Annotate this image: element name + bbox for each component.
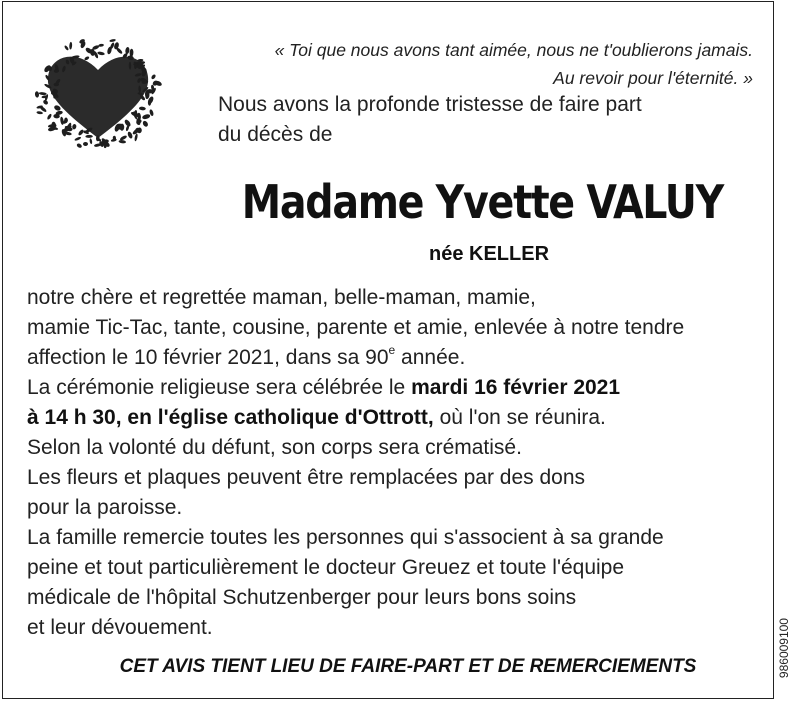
intro-line-2: du décès de (218, 123, 333, 146)
body-line (27, 373, 747, 403)
leaf-mark (76, 143, 83, 149)
intro-text (218, 90, 642, 150)
leaf-mark (139, 106, 146, 110)
leaf-mark (36, 111, 43, 115)
body-text-span: où l'on se réunira. (433, 406, 606, 429)
maiden-name: née KELLER (429, 243, 550, 265)
reference-number: 986009100 (777, 618, 791, 679)
body-line: La famille remercie toutes les personnes qui s'associent à sa grande (27, 526, 664, 549)
leaf-mark (134, 133, 138, 141)
leaf-mark (89, 138, 92, 144)
body-line: médicale de l'hôpital Schutzenberger pour leurs bons soins (27, 586, 577, 609)
body-line: Les fleurs et plaques peuvent être remplacées par des dons (27, 466, 586, 489)
body-text-span: année. (395, 346, 466, 369)
footer-notice: CET AVIS TIENT LIEU DE FAIRE-PART ET DE REMERCIEMENTS (119, 656, 697, 677)
quote-line-1: « Toi que nous avons tant aimée, nous ne t'oublierons jamais. (274, 40, 753, 60)
ceremony-time-place: à 14 h 30, en l'église catholique d'Ottrott, (27, 406, 434, 429)
leaf-mark (83, 142, 88, 146)
ordinal-superscript: e (388, 343, 396, 357)
ceremony-date: mardi 16 février 2021 (411, 376, 621, 399)
body-line (27, 343, 747, 373)
leaf-mark (85, 135, 92, 138)
leaf-mark (64, 45, 69, 51)
intro-line-1: Nous avons la profonde tristesse de faire part (218, 93, 642, 116)
leaf-mark (127, 131, 133, 139)
leaf-mark (60, 117, 64, 126)
body-line: notre chère et regrettée maman, belle-maman, mamie, (27, 286, 536, 309)
notice-body (27, 283, 747, 643)
body-text-span: affection le 10 février 2021, dans sa 90 (27, 346, 389, 369)
leaf-mark (142, 120, 149, 128)
leaf-mark (125, 47, 130, 54)
leaf-mark (72, 124, 77, 130)
body-line: Selon la volonté du défunt, son corps sera crématisé. (27, 436, 522, 459)
heart-wreath-icon (33, 36, 163, 154)
death-notice (2, 1, 791, 699)
quote-line-2: Au revoir pour l'éternité. » (553, 68, 753, 88)
leaf-mark (35, 91, 40, 98)
leaf-mark (97, 51, 105, 56)
body-line: peine et tout particulièrement le docteur Greuez et toute l'équipe (27, 556, 625, 579)
body-line: et leur dévouement. (27, 616, 213, 639)
memorial-quote (275, 36, 753, 92)
leaf-mark (109, 39, 116, 43)
leaf-mark (46, 113, 52, 120)
leaf-mark (142, 113, 151, 120)
leaf-mark (77, 129, 84, 137)
leaf-mark (39, 92, 47, 96)
leaf-mark (69, 42, 72, 50)
body-line: mamie Tic-Tac, tante, cousine, parente et amie, enlevée à notre tendre (27, 316, 685, 339)
leaf-mark (151, 74, 157, 80)
body-line: pour la paroisse. (27, 496, 183, 519)
leaf-mark (118, 140, 126, 144)
leaf-mark (74, 136, 81, 141)
body-text-span: La cérémonie religieuse sera célébrée le (27, 376, 412, 399)
body-line (27, 403, 747, 433)
deceased-name: Madame Yvette VALUY (241, 175, 724, 229)
